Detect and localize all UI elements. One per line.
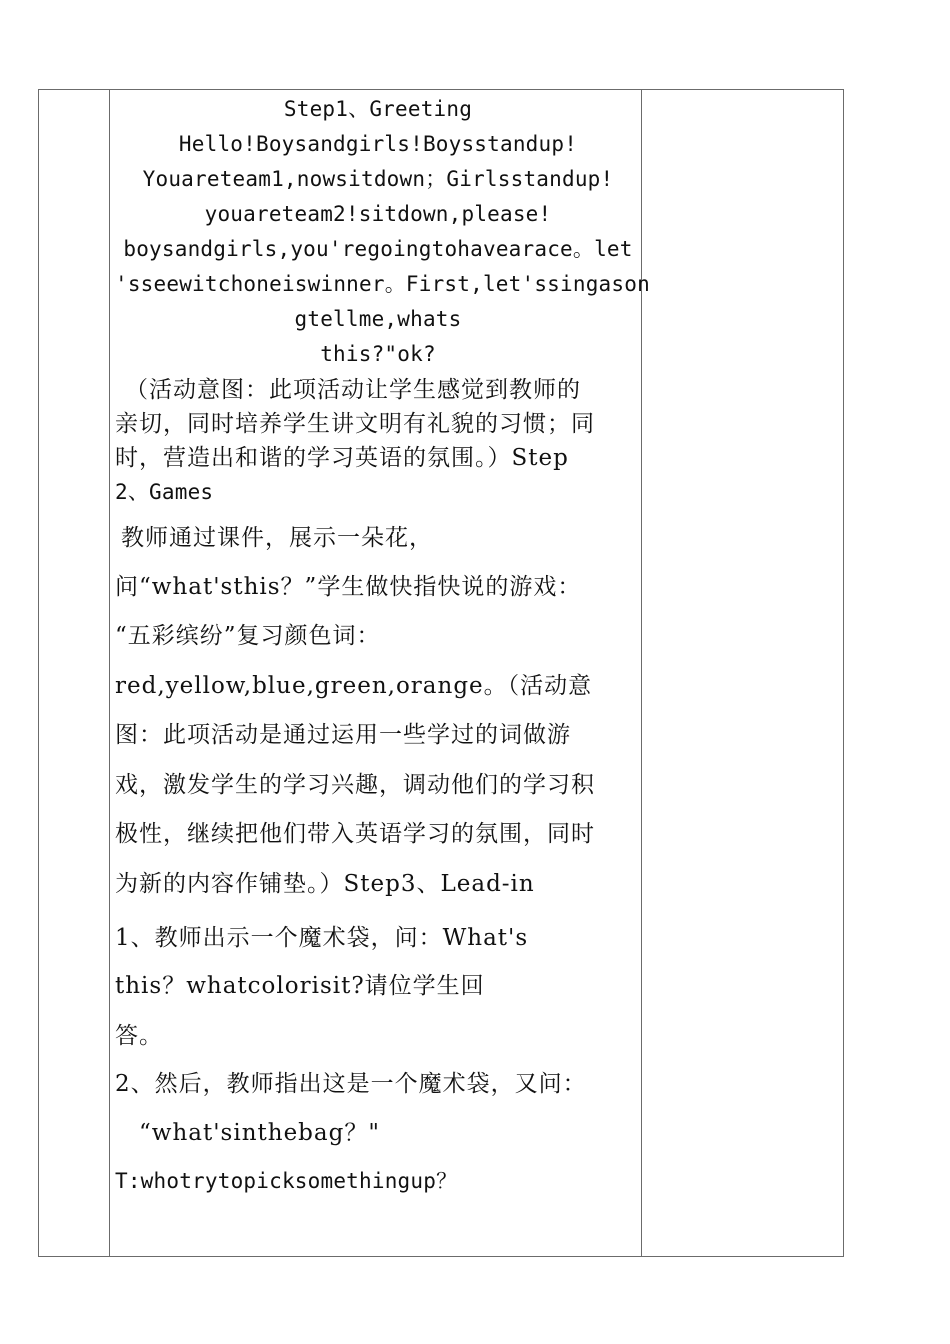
greeting-line: this?"ok?	[320, 342, 436, 366]
greeting-line: Youareteam1,nowsitdown；Girlsstandup!	[142, 167, 614, 191]
games-line: 问“what'sthis？”学生做快指快说的游戏：	[115, 574, 582, 600]
activity-intent-line: 时，营造出和谐的学习英语的氛围。）Step	[115, 445, 569, 471]
lesson-table	[38, 89, 844, 1257]
lead-in-line: this？whatcolorisit?请位学生回	[115, 973, 485, 999]
games-line: 教师通过课件，展示一朵花，	[121, 525, 433, 551]
greeting-line: boysandgirls,you'regoingtohavearace。let	[123, 237, 633, 261]
games-line: red,yellow,blue,green,orange。（活动意	[115, 673, 593, 699]
column-divider-right	[641, 90, 642, 1256]
activity-intent-line: 亲切，同时培养学生讲文明有礼貌的习惯；同	[115, 411, 595, 437]
lead-in-line: T:whotrytopicksomethingup？	[115, 1169, 458, 1193]
greeting-line: youareteam2!sitdown,please!	[204, 202, 552, 226]
step1-heading: Step1、Greeting	[283, 97, 473, 121]
games-line: 戏，激发学生的学习兴趣，调动他们的学习积	[115, 772, 595, 798]
lead-in-line: 2、然后，教师指出这是一个魔术袋，又问：	[115, 1071, 587, 1097]
games-line: 图：此项活动是通过运用一些学过的词做游	[115, 722, 571, 748]
games-line: 极性，继续把他们带入英语学习的氛围，同时	[115, 821, 595, 847]
greeting-line: 'sseewitchoneiswinner。First,let'ssingason	[115, 272, 650, 296]
greeting-line: gtellme,whats	[294, 307, 462, 331]
step2-heading: 2、Games	[115, 480, 214, 504]
column-divider-left	[109, 90, 110, 1256]
lead-in-line: “what'sinthebag？"	[139, 1120, 380, 1146]
activity-intent-line: （活动意图：此项活动让学生感觉到教师的	[125, 377, 581, 403]
step3-heading: 为新的内容作铺垫。）Step3、Lead-in	[115, 871, 535, 897]
greeting-line: Hello!Boysandgirls!Boysstandup!	[178, 132, 578, 156]
games-line: “五彩缤纷”复习颜色词：	[115, 623, 381, 649]
lead-in-line: 1、教师出示一个魔术袋，问：What's	[115, 925, 529, 951]
lead-in-line: 答。	[115, 1023, 163, 1049]
